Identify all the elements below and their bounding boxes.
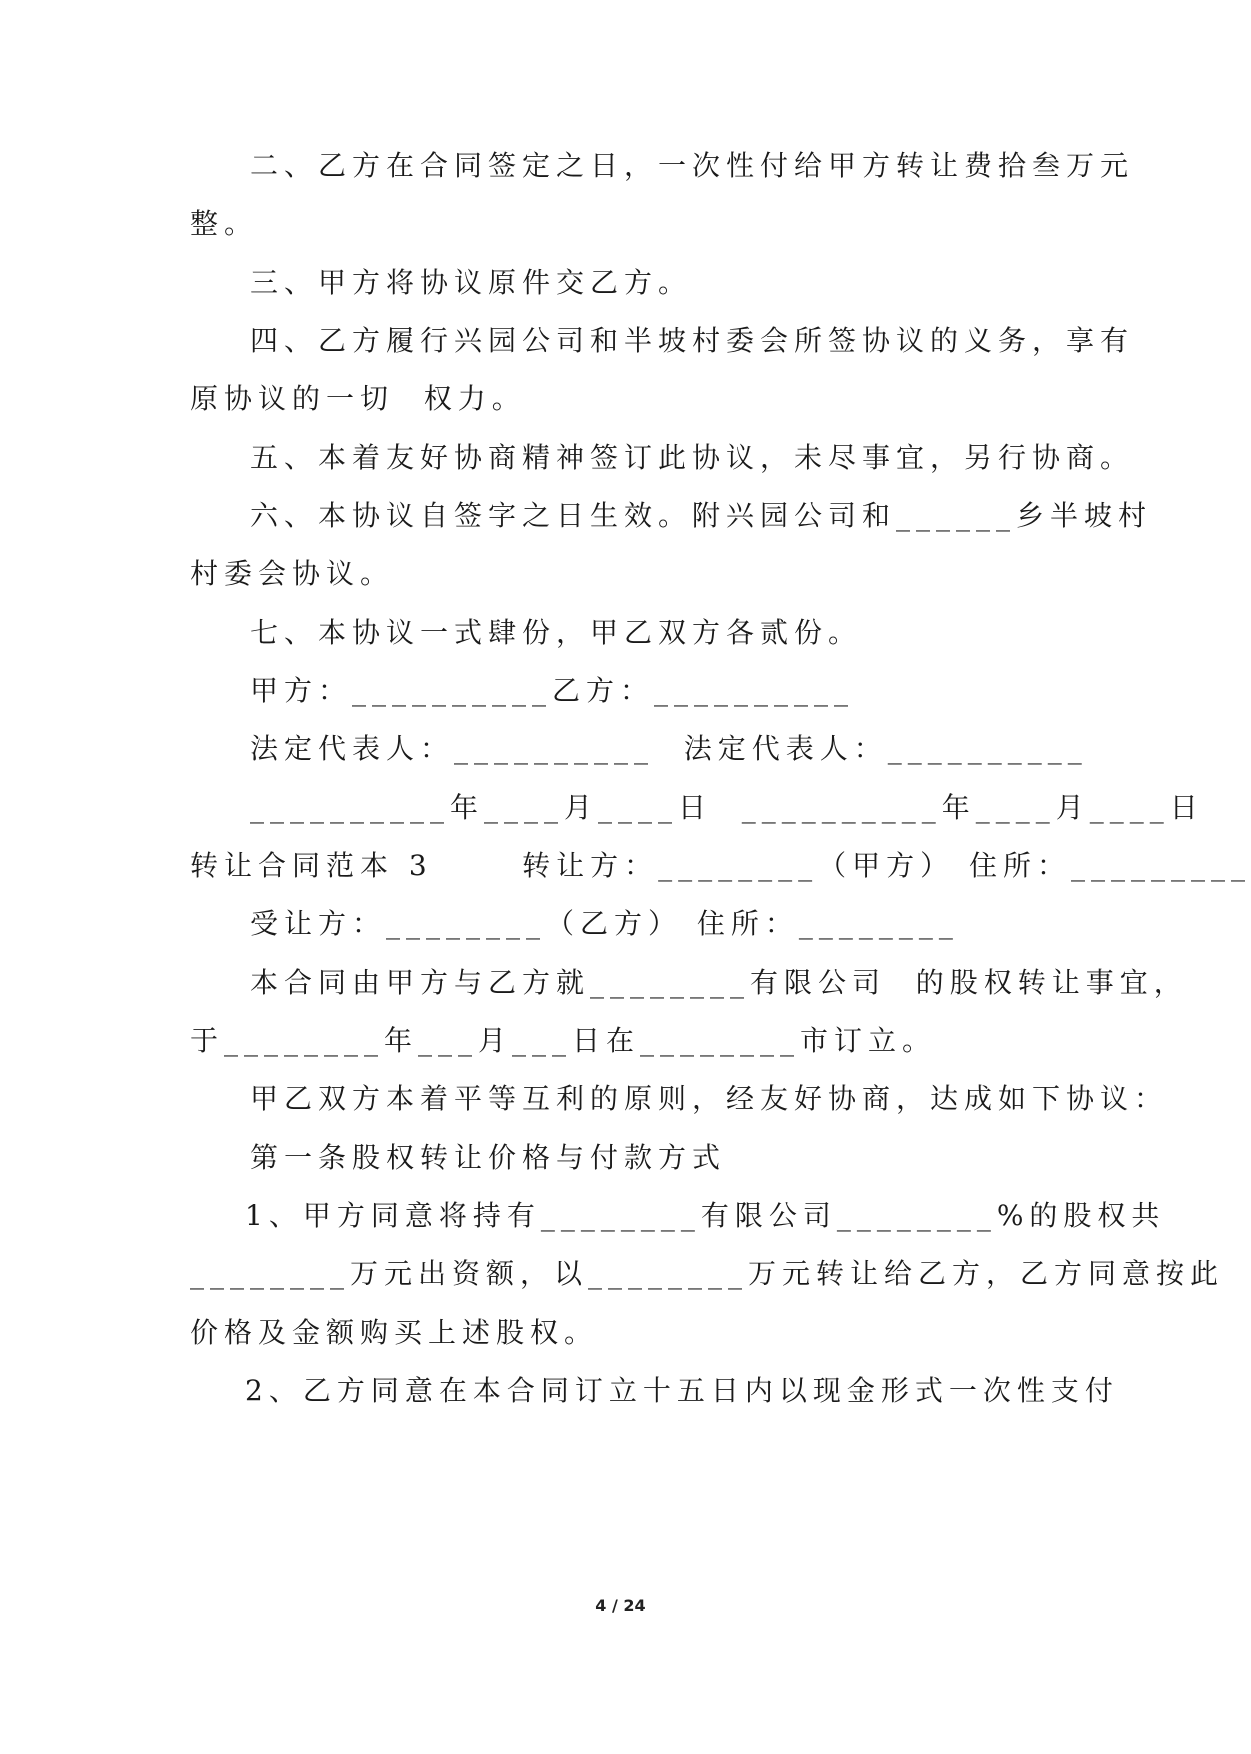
clause-2-line-2: 整。 — [190, 207, 259, 240]
clause-2-line-1: 二、乙方在合同签定之日，一次性付给甲方转让费拾叁万元 — [250, 149, 1135, 182]
article-1-item-1-line-1: 1、甲方同意将持有________有限公司________%的股权共 — [245, 1199, 1166, 1232]
signature-dates: __________年____月____日 __________年____月____日 — [250, 791, 1204, 824]
clause-5: 五、本着友好协商精神签订此协议，未尽事宜，另行协商。 — [250, 441, 1135, 474]
clause-6-line-1: 六、本协议自签字之日生效。附兴园公司和______乡半坡村 — [250, 499, 1153, 532]
article-1-item-1-line-2: ________万元出资额，以________万元转让给乙方，乙方同意按此 — [190, 1257, 1225, 1290]
clause-4-line-2: 原协议的一切 权力。 — [190, 382, 526, 415]
clause-7: 七、本协议一式肆份，甲乙双方各贰份。 — [250, 616, 863, 649]
contract-intro-line-1: 本合同由甲方与乙方就________有限公司 的股权转让事宜， — [250, 966, 1188, 999]
transferee-info: 受让方：________（乙方） 住所：________ — [250, 907, 959, 940]
signature-parties: 甲方：__________乙方：__________ — [250, 674, 855, 707]
signature-representatives: 法定代表人：__________ 法定代表人：__________ — [250, 732, 1088, 765]
clause-6-line-2: 村委会协议。 — [190, 557, 395, 590]
clause-4-line-1: 四、乙方履行兴园公司和半坡村委会所签协议的义务，享有 — [250, 324, 1135, 357]
article-1-item-2-line-1: 2、乙方同意在本合同订立十五日内以现金形式一次性支付 — [245, 1374, 1119, 1407]
page-number: 4 / 24 — [595, 1596, 646, 1615]
clause-3: 三、甲方将协议原件交乙方。 — [250, 266, 693, 299]
agreement-principle: 甲乙双方本着平等互利的原则，经友好协商，达成如下协议： — [250, 1082, 1169, 1115]
contract-intro-line-2: 于________年___月___日在________市订立。 — [190, 1024, 937, 1057]
article-1-heading: 第一条股权转让价格与付款方式 — [250, 1141, 727, 1174]
template-3-heading: 转让合同范本 3 转让方：________（甲方） 住所：_________ — [190, 849, 1251, 882]
article-1-item-1-line-3: 价格及金额购买上述股权。 — [190, 1316, 599, 1349]
